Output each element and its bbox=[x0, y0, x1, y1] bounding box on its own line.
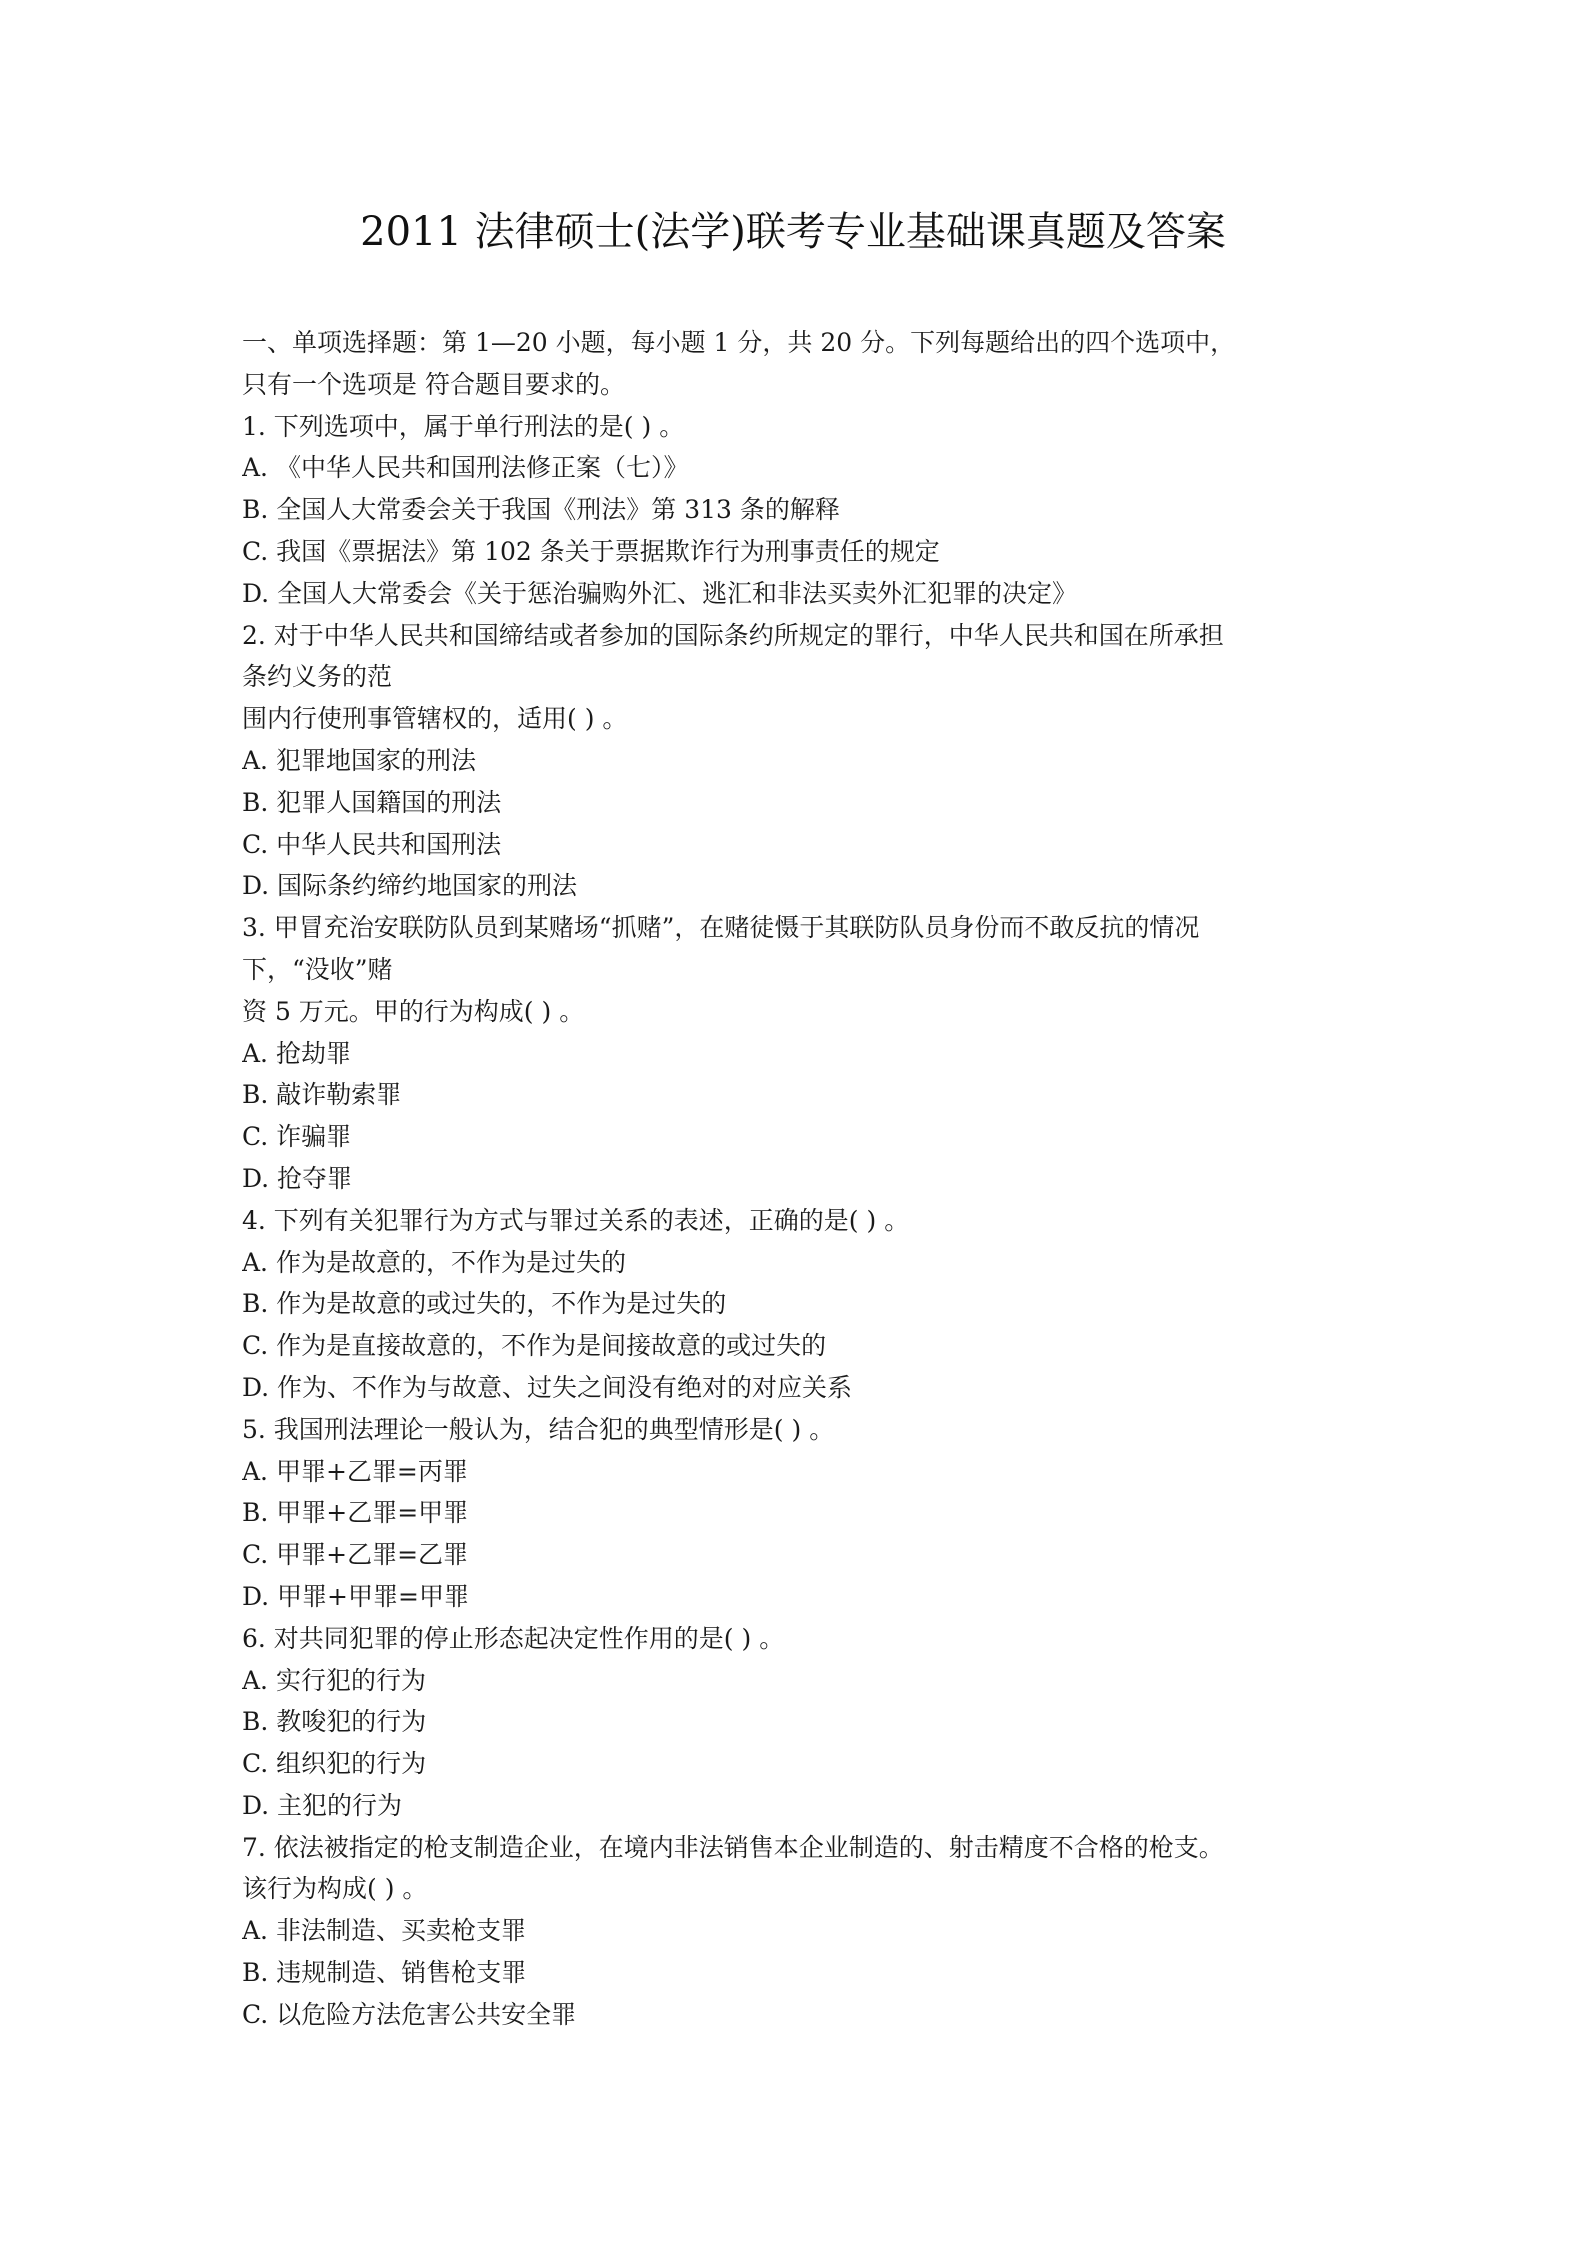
text-line: A. 实行犯的行为 bbox=[242, 1665, 426, 1695]
text-line: 围内行使刑事管辖权的，适用( ) 。 bbox=[242, 704, 628, 734]
text-line: A. 作为是故意的，不作为是过失的 bbox=[242, 1247, 626, 1277]
text-line: B. 教唆犯的行为 bbox=[242, 1707, 427, 1737]
text-line: C. 组织犯的行为 bbox=[242, 1749, 427, 1779]
text-line: B. 作为是故意的或过失的，不作为是过失的 bbox=[242, 1289, 727, 1319]
document-title: 2011 法律硕士(法学)联考专业基础课真题及答案 bbox=[360, 209, 1226, 255]
text-line: 6. 对共同犯罪的停止形态起决定性作用的是( ) 。 bbox=[242, 1623, 785, 1653]
text-line: C. 以危险方法危害公共安全罪 bbox=[242, 1999, 577, 2029]
document-body bbox=[242, 322, 1362, 2036]
text-line: A. 非法制造、买卖枪支罪 bbox=[242, 1916, 526, 1946]
text-line: 该行为构成( ) 。 bbox=[242, 1874, 428, 1904]
text-line: 只有一个选项是 符合题目要求的。 bbox=[242, 369, 625, 399]
text-line: 7. 依法被指定的枪支制造企业，在境内非法销售本企业制造的、射击精度不合格的枪支。 bbox=[242, 1832, 1224, 1862]
text-line: D. 作为、不作为与故意、过失之间没有绝对的对应关系 bbox=[242, 1372, 853, 1402]
text-line: 3. 甲冒充治安联防队员到某赌场“抓赌”，在赌徒慑于其联防队员身份而不敢反抗的情况 bbox=[242, 913, 1200, 943]
text-line: D. 抢夺罪 bbox=[242, 1163, 353, 1193]
text-line: D. 全国人大常委会《关于惩治骗购外汇、逃汇和非法买卖外汇犯罪的决定》 bbox=[242, 578, 1078, 608]
text-line: 2. 对于中华人民共和国缔结或者参加的国际条约所规定的罪行，中华人民共和国在所承担 bbox=[242, 620, 1224, 650]
text-line: D. 国际条约缔约地国家的刑法 bbox=[242, 871, 578, 901]
text-line: B. 敲诈勒索罪 bbox=[242, 1080, 402, 1110]
text-line: 条约义务的范 bbox=[242, 662, 393, 692]
text-line: D. 甲罪+甲罪=甲罪 bbox=[242, 1581, 469, 1611]
text-line: C. 我国《票据法》第 102 条关于票据欺诈行为刑事责任的规定 bbox=[242, 536, 940, 566]
text-line: C. 诈骗罪 bbox=[242, 1122, 352, 1152]
text-line: D. 主犯的行为 bbox=[242, 1790, 403, 1820]
text-line: 1. 下列选项中，属于单行刑法的是( ) 。 bbox=[242, 411, 685, 441]
text-line: 资 5 万元。甲的行为构成( ) 。 bbox=[242, 996, 585, 1026]
text-line: B. 违规制造、销售枪支罪 bbox=[242, 1958, 527, 1988]
text-line: B. 全国人大常委会关于我国《刑法》第 313 条的解释 bbox=[242, 495, 840, 525]
text-line: A. 犯罪地国家的刑法 bbox=[242, 745, 476, 775]
text-line: 一、单项选择题：第 1—20 小题，每小题 1 分，共 20 分。下列每题给出的四个选项中， bbox=[242, 328, 1236, 357]
text-line: 5. 我国刑法理论一般认为，结合犯的典型情形是( ) 。 bbox=[242, 1414, 835, 1444]
text-line: 下，“没收”赌 bbox=[242, 954, 393, 984]
text-line: B. 甲罪+乙罪=甲罪 bbox=[242, 1498, 469, 1528]
text-line: C. 作为是直接故意的，不作为是间接故意的或过失的 bbox=[242, 1331, 827, 1361]
text-line: B. 犯罪人国籍国的刑法 bbox=[242, 787, 502, 817]
text-line: C. 甲罪+乙罪=乙罪 bbox=[242, 1540, 469, 1570]
text-line: A. 抢劫罪 bbox=[242, 1038, 351, 1068]
text-line: A. 甲罪+乙罪=丙罪 bbox=[242, 1456, 468, 1486]
text-line: 4. 下列有关犯罪行为方式与罪过关系的表述，正确的是( ) 。 bbox=[242, 1205, 910, 1235]
text-line: A. 《中华人民共和国刑法修正案（七）》 bbox=[242, 453, 689, 483]
text-line: C. 中华人民共和国刑法 bbox=[242, 829, 502, 859]
